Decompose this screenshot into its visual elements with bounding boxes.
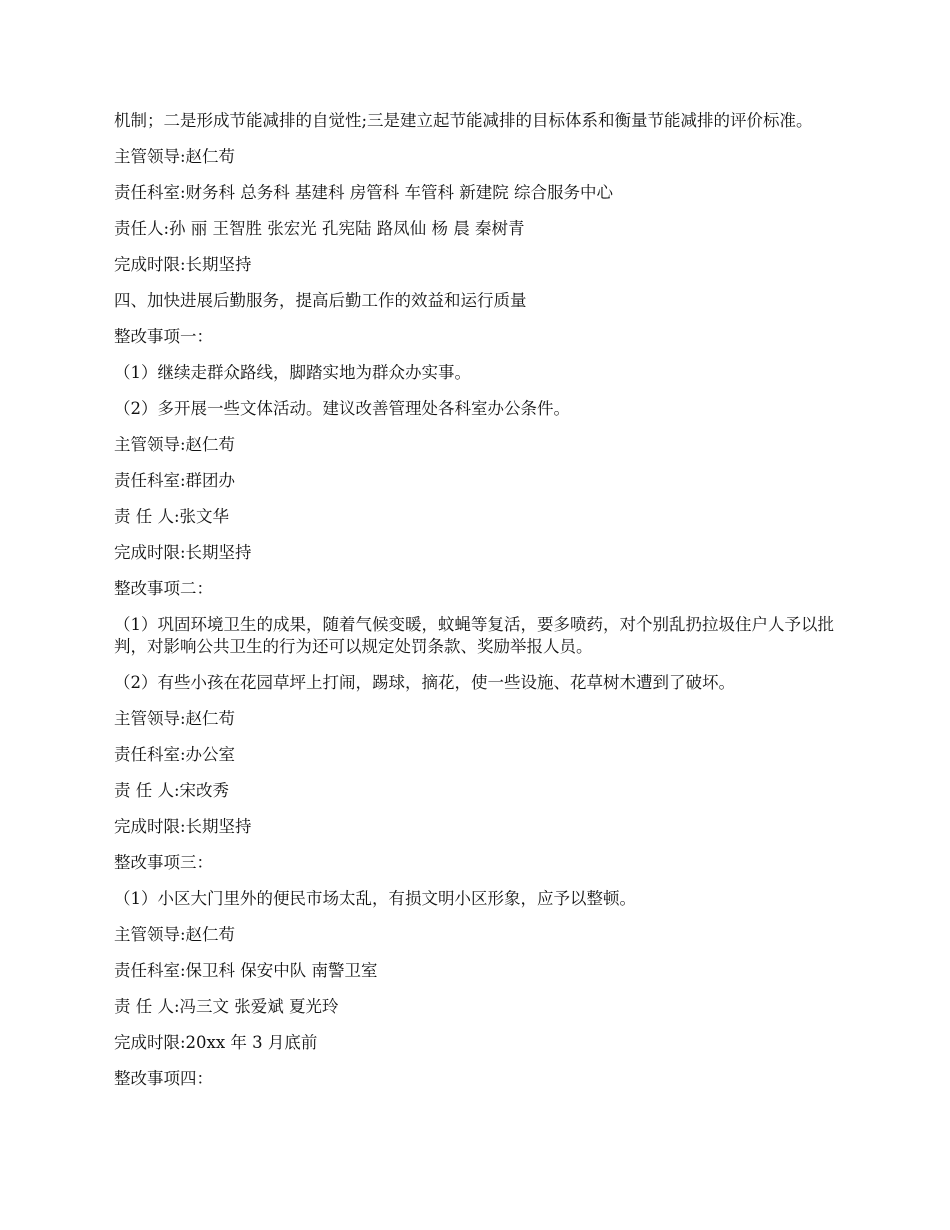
rectification-item-1-point-2: （2）多开展一些文体活动。建议改善管理处各科室办公条件。 bbox=[114, 399, 570, 418]
rectification-item-3-heading: 整改事项三： bbox=[114, 853, 213, 872]
paragraph-department: 责任科室:财务科 总务科 基建科 房管科 车管科 新建院 综合服务中心 bbox=[114, 183, 614, 202]
paragraph-deadline: 完成时限:长期坚持 bbox=[114, 255, 252, 274]
rectification-item-1-heading: 整改事项一： bbox=[114, 327, 213, 346]
rectification-item-1-deadline: 完成时限:长期坚持 bbox=[114, 543, 252, 562]
paragraph-responsible-persons: 责任人:孙 丽 王智胜 张宏光 孔宪陆 路凤仙 杨 晨 秦树青 bbox=[114, 219, 525, 238]
rectification-item-2-department: 责任科室:办公室 bbox=[114, 745, 236, 764]
paragraph-leader: 主管领导:赵仁苟 bbox=[114, 147, 236, 166]
rectification-item-3-responsible: 责 任 人:冯三文 张爱斌 夏光玲 bbox=[114, 997, 339, 1016]
rectification-item-2-leader: 主管领导:赵仁苟 bbox=[114, 709, 236, 728]
rectification-item-3-leader: 主管领导:赵仁苟 bbox=[114, 925, 236, 944]
paragraph-evaluation-criteria: 机制；二是形成节能减排的自觉性;三是建立起节能减排的目标体系和衡量节能减排的评价标准。 bbox=[114, 111, 813, 130]
rectification-item-1-point-1: （1）继续走群众路线，脚踏实地为群众办实事。 bbox=[114, 363, 471, 382]
rectification-item-1-department: 责任科室:群团办 bbox=[114, 471, 236, 490]
rectification-item-2-point-2: （2）有些小孩在花园草坪上打闹，踢球，摘花，使一些设施、花草树木遭到了破坏。 bbox=[114, 673, 735, 692]
section-heading-four: 四、加快进展后勤服务，提高后勤工作的效益和运行质量 bbox=[114, 291, 527, 310]
rectification-item-1-responsible: 责 任 人:张文华 bbox=[114, 507, 230, 526]
rectification-item-3-department: 责任科室:保卫科 保安中队 南警卫室 bbox=[114, 961, 378, 980]
rectification-item-2-deadline: 完成时限:长期坚持 bbox=[114, 817, 252, 836]
rectification-item-2-heading: 整改事项二： bbox=[114, 579, 213, 598]
rectification-item-2-point-1: （1）巩固环境卫生的成果，随着气候变暖，蚊蝇等复活，要多喷药，对个别乱扔拉圾住户人予以批判，对影响公共卫生的行为还可以规定处罚条款、奖励举报人员。 bbox=[114, 615, 834, 656]
rectification-item-4-heading: 整改事项四： bbox=[114, 1069, 213, 1088]
document-body bbox=[114, 110, 839, 1104]
rectification-item-3-deadline: 完成时限:20xx 年 3 月底前 bbox=[114, 1033, 318, 1052]
rectification-item-1-leader: 主管领导:赵仁苟 bbox=[114, 435, 236, 454]
rectification-item-3-point-1: （1）小区大门里外的便民市场太乱，有损文明小区形象，应予以整顿。 bbox=[114, 889, 636, 908]
rectification-item-2-responsible: 责 任 人:宋改秀 bbox=[114, 781, 230, 800]
